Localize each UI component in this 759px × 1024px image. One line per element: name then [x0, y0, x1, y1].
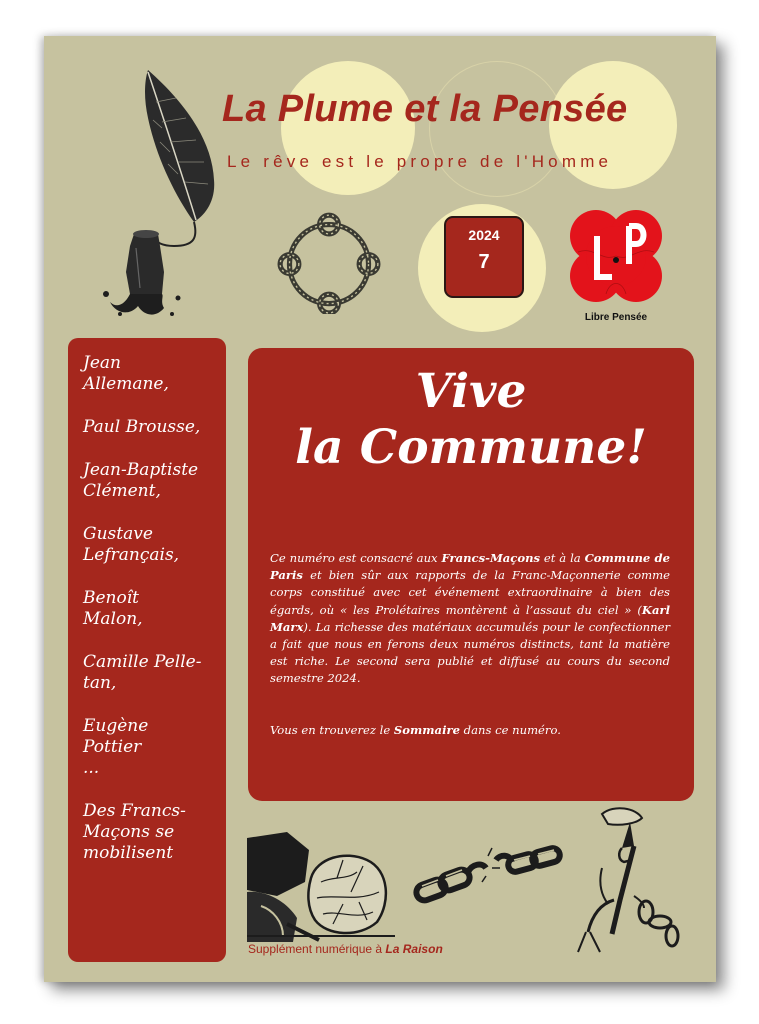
broken-chain-icon — [412, 842, 566, 910]
sidebar-name-line: Jean — [83, 353, 121, 373]
sidebar-name-line: Camille Pelle- — [83, 652, 202, 672]
sidebar-name-entry — [83, 417, 214, 438]
rope-knot-icon — [277, 210, 381, 314]
sidebar-name-entry — [83, 524, 214, 566]
lp-poppy-logo-icon — [566, 206, 666, 306]
headline-line-1: Vive — [415, 364, 527, 419]
intro-text: et bien sûr aux rapports de la Franc-Maçonnerie comme corps constitué avec cet événement extraordinaire à bien des égards, où « les Prolétaires montèrent à l’assaut du ciel » ( — [270, 568, 670, 617]
supplement-text: Supplément numérique à — [248, 942, 386, 956]
sidebar-names — [68, 338, 226, 962]
issue-year: 2024 — [468, 227, 500, 243]
rock-breaker-icon — [247, 832, 395, 942]
intro-paragraph — [270, 550, 670, 688]
supplement-publication: La Raison — [385, 942, 443, 956]
sidebar-name-line: Paul Brousse, — [83, 417, 201, 437]
sidebar-name-entry — [83, 460, 214, 502]
magazine-tagline: Le rêve est le propre de l'Homme — [227, 152, 613, 171]
intro-bold-franc-macons: Francs-Maçons — [441, 551, 541, 565]
sidebar-name-line: Jean-Baptiste — [83, 460, 199, 480]
lp-logo-caption: Libre Pensée — [584, 312, 648, 323]
headline-line-2: la Commune! — [295, 420, 647, 475]
magazine-cover — [44, 36, 716, 982]
sidebar-name-entry — [83, 801, 214, 864]
sidebar-name-entry — [83, 353, 214, 395]
sidebar-name-line: Clément, — [83, 481, 161, 501]
note-text: dans ce numéro. — [459, 723, 561, 737]
intro-text: Ce numéro est consacré aux — [270, 551, 442, 565]
names-list — [68, 338, 226, 864]
sidebar-name-line: Des Francs- — [83, 801, 186, 821]
sidebar-name-entry — [83, 652, 214, 694]
sidebar-name-line: Pottier — [83, 737, 142, 757]
sidebar-name-entry — [83, 588, 214, 630]
sidebar-name-entry — [83, 716, 214, 779]
sidebar-name-line: Eugène — [83, 716, 149, 736]
sidebar-name-line: Allemane, — [83, 374, 169, 394]
sidebar-name-line: tan, — [83, 673, 117, 693]
quill-and-inkwell-icon — [90, 62, 230, 320]
sidebar-name-line: Benoît — [83, 588, 140, 608]
headline — [248, 364, 694, 476]
sidebar-name-line: Gustave — [83, 524, 153, 544]
sidebar-name-line: Malon, — [83, 609, 143, 629]
sidebar-name-line: mobilisent — [83, 843, 174, 863]
magazine-title: La Plume et la Pensée — [222, 88, 628, 130]
intro-text: ). La richesse des matériaux accumulés pour le confectionner a fait que nous en ferons deux numéros distincts, tant la matière est riche. Le second sera publié et diffusé au cours du second semestre 2024. — [270, 619, 670, 686]
supplement-line — [248, 942, 443, 956]
summary-note — [270, 722, 670, 739]
issue-number: 7 — [478, 251, 490, 273]
intro-bold-karl-marx: Karl Marx — [270, 602, 670, 634]
sidebar-name-line: Lefrançais, — [83, 545, 180, 565]
intro-bold-commune: Commune de Paris — [270, 551, 671, 583]
note-bold-sommaire: Sommaire — [393, 723, 460, 737]
sidebar-name-line: Maçons se — [83, 822, 175, 842]
issue-badge — [444, 216, 524, 298]
main-article-box — [248, 348, 694, 801]
intro-text: et à la — [540, 551, 585, 565]
note-text: Vous en trouverez le — [270, 723, 394, 737]
sidebar-name-line: ... — [83, 758, 100, 778]
fighter-with-hammer-icon — [574, 804, 692, 954]
